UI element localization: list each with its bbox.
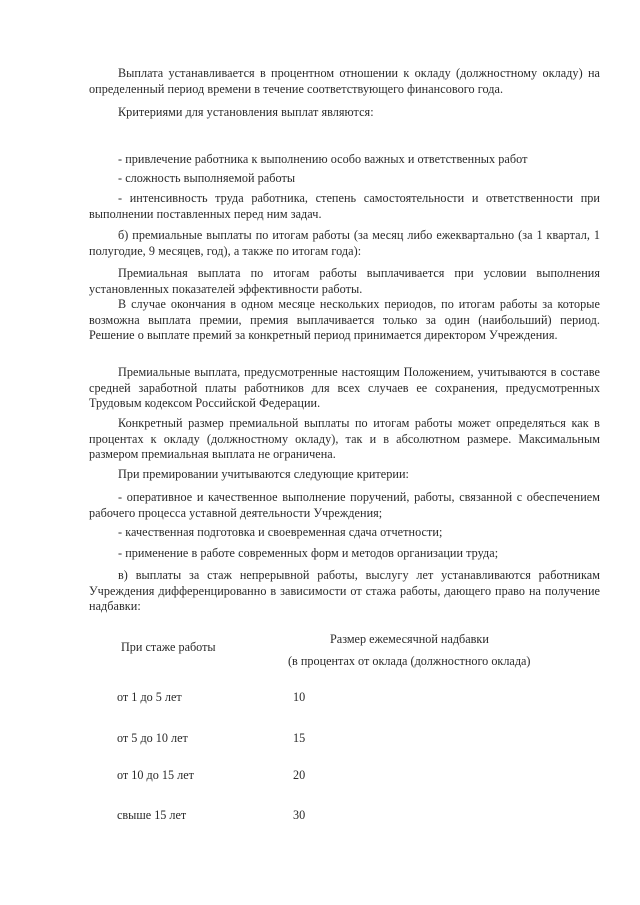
table-row-label: свыше 15 лет: [117, 808, 187, 822]
table-row-label: от 5 до 10 лет: [117, 731, 188, 745]
paragraph-bonus-criterion-operative: - оперативное и качественное выполнение поручений, работы, связанной с обеспечением рабочего процесса уставной деятельности Учреждения;: [89, 490, 600, 520]
paragraph-seniority-payments: в) выплаты за стаж непрерывной работы, выслугу лет устанавливаются работникам Учреждения дифференцированно в зависимости от стажа работы, дающего право на получение надбавки:: [89, 568, 600, 613]
paragraph-criterion-important-work: - привлечение работника к выполнению особо важных и ответственных работ: [118, 152, 528, 166]
table-row-label: от 1 до 5 лет: [117, 690, 182, 704]
paragraph-payment-percentage: Выплата устанавливается в процентном отношении к окладу (должностному окладу) на определенный период времени в течение соответствующего финансового года.: [89, 66, 600, 96]
table-row-label: от 10 до 15 лет: [117, 768, 194, 782]
paragraph-criterion-intensity: - интенсивность труда работника, степень самостоятельности и ответственности при выполнении поставленных перед ним задач.: [89, 191, 600, 221]
table-header-allowance-unit: (в процентах от оклада (должностного оклада): [288, 654, 531, 668]
paragraph-multiple-periods: В случае окончания в одном месяце нескольких периодов, по итогам работы за которые возможна выплата премии, премия выплачивается только за один (наибольший) период. Решение о выплате премий за конкретный период принимается директором Учреждения.: [89, 297, 600, 342]
paragraph-average-salary: Премиальные выплата, предусмотренные настоящим Положением, учитываются в составе средней заработной платы работников для всех случаев ее сохранения, предусмотренных Трудовым кодексом Российской Федерации.: [89, 365, 600, 410]
paragraph-bonus-amount: Конкретный размер премиальной выплаты по итогам работы может определяться как в процентах к окладу (должностному окладу), так и в абсолютном размере. Максимальным размером премиальная выплата не ограничена.: [89, 416, 600, 461]
paragraph-bonus-payments: б) премиальные выплаты по итогам работы (за месяц либо ежеквартально (за 1 квартал, 1 полугодие, 9 месяцев, год), а также по итогам года):: [89, 228, 600, 258]
paragraph-bonus-criterion-reporting: - качественная подготовка и своевременная сдача отчетности;: [118, 525, 443, 539]
table-row-value: 30: [293, 808, 306, 822]
table-header-seniority: При стаже работы: [121, 640, 216, 654]
paragraph-bonus-criterion-modern-methods: - применение в работе современных форм и методов организации труда;: [118, 546, 499, 560]
paragraph-bonus-condition: Премиальная выплата по итогам работы выплачивается при условии выполнения установленных показателей эффективности работы.: [89, 266, 600, 296]
table-row-value: 10: [293, 690, 306, 704]
table-row-value: 20: [293, 768, 306, 782]
table-header-allowance: Размер ежемесячной надбавки: [330, 632, 489, 646]
paragraph-bonus-criteria-intro: При премировании учитываются следующие критерии:: [118, 467, 409, 481]
table-row-value: 15: [293, 731, 306, 745]
paragraph-criteria-intro: Критериями для установления выплат являются:: [118, 105, 374, 119]
paragraph-criterion-complexity: - сложность выполняемой работы: [118, 171, 296, 185]
